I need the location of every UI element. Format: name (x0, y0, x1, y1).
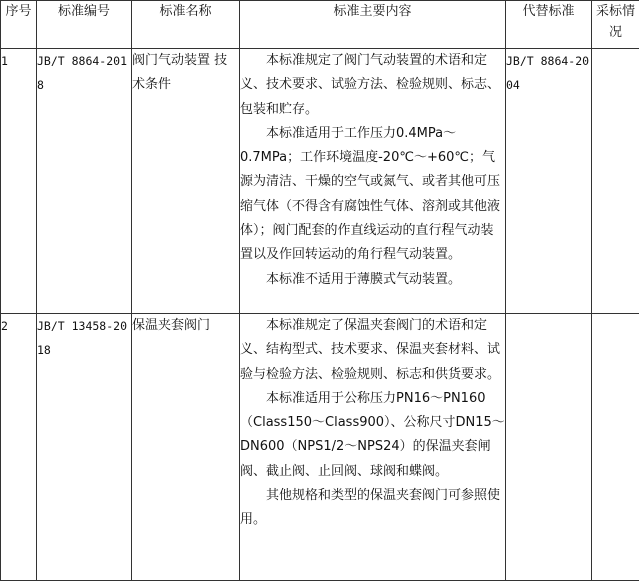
table-row (1, 49, 639, 314)
header-code: 标准编号 (37, 1, 132, 49)
row-name: 保温夹套阀门 (132, 314, 240, 581)
content-paragraph: 本标准规定了阀门气动装置的术语和定义、技术要求、试验方法、检验规则、标志、包装和贮存。 (240, 49, 505, 122)
row-adopt (592, 314, 639, 581)
table-header-row (1, 1, 639, 49)
content-paragraph: 本标准适用于工作压力0.4MPa～0.7MPa；工作环境温度-20℃～+60℃；气源为清洁、干燥的空气或氮气、或者其他可压缩气体（不得含有腐蚀性气体、溶剂或其他液体）；阀门配套的作直线运动的直行程气动装置以及作回转运动的角行程气动装置。 (240, 122, 505, 268)
row-replace: JB/T 8864-2004 (506, 49, 592, 314)
content-paragraph: 本标准不适用于薄膜式气动装置。 (240, 268, 505, 292)
row-code: JB/T 8864-2018 (37, 49, 132, 314)
row-seq: 2 (1, 314, 37, 581)
row-seq: 1 (1, 49, 37, 314)
row-name: 阀门气动装置 技术条件 (132, 49, 240, 314)
header-content: 标准主要内容 (240, 1, 506, 49)
header-replace: 代替标准 (506, 1, 592, 49)
header-seq: 序号 (1, 1, 37, 49)
header-adopt: 采标情况 (592, 1, 639, 49)
content-paragraph: 本标准适用于公称压力PN16～PN160（Class150～Class900）、公称尺寸DN15～DN600（NPS1/2～NPS24）的保温夹套闸阀、截止阀、止回阀、球阀和蝶阀。 (240, 387, 505, 484)
row-code: JB/T 13458-2018 (37, 314, 132, 581)
table-row (1, 314, 639, 581)
content-paragraph: 本标准规定了保温夹套阀门的术语和定义、结构型式、技术要求、保温夹套材料、试验与检验方法、检验规则、标志和供货要求。 (240, 314, 505, 387)
row-content (240, 49, 506, 314)
content-paragraph: 其他规格和类型的保温夹套阀门可参照使用。 (240, 484, 505, 533)
row-content (240, 314, 506, 581)
header-name: 标准名称 (132, 1, 240, 49)
row-replace (506, 314, 592, 581)
row-adopt (592, 49, 639, 314)
